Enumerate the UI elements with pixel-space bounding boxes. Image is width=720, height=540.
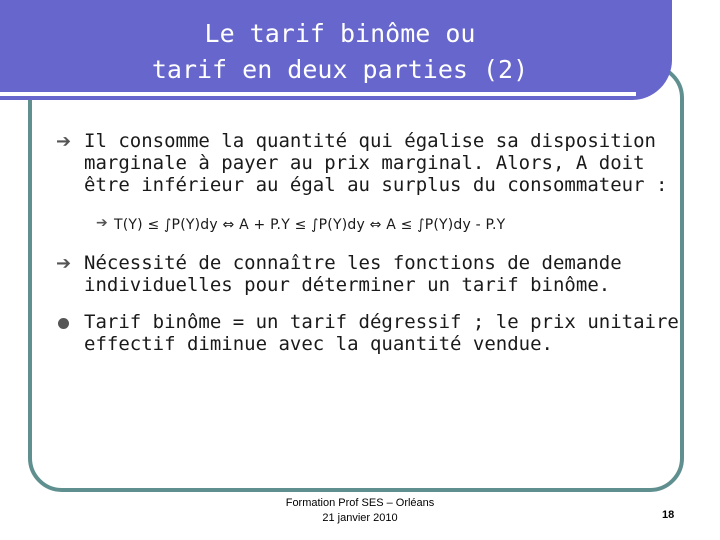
bullet-2-line-2: individuelles pour déterminer un tarif binôme. — [84, 274, 611, 296]
bullet-3-line-1: Tarif binôme = un tarif dégressif ; le prix unitaire — [84, 311, 679, 333]
bullet-1-line-3: être inférieur au égal au surplus du consommateur : — [84, 174, 668, 196]
sub-arrow-bullet-icon: ➔ — [96, 215, 108, 231]
title-underline — [0, 92, 636, 96]
arrow-bullet-icon: ➔ — [56, 253, 72, 274]
page-number: 18 — [662, 509, 675, 521]
bullet-2-text — [84, 252, 622, 296]
formula: T(Y) ≤ ∫P(Y)dy ⇔ A + P.Y ≤ ∫P(Y)dy ⇔ A ≤ ∫P(Y)dy - P.Y — [114, 217, 506, 233]
footer-line-1: Formation Prof SES – Orléans — [285, 497, 435, 509]
arrow-bullet-icon: ➔ — [56, 131, 72, 152]
footer-line-2: 21 janvier 2010 — [322, 512, 398, 524]
round-bullet-icon — [58, 318, 69, 329]
slide-title-line-2: tarif en deux parties (2) — [151, 55, 529, 84]
bullet-1-text — [84, 130, 667, 196]
bullet-3-text — [84, 311, 679, 355]
footer — [260, 496, 460, 526]
slide-title-line-1: Le tarif binôme ou — [204, 19, 476, 48]
bullet-3-line-2: effectif diminue avec la quantité vendue. — [84, 333, 553, 355]
bullet-1-line-1: Il consomme la quantité qui égalise sa disposition — [84, 130, 656, 152]
slide-title — [40, 16, 640, 88]
title-banner — [0, 0, 672, 100]
bullet-1-line-2: marginale à payer au prix marginal. Alors, A doit — [84, 152, 645, 174]
bullet-2-line-1: Nécessité de connaître les fonctions de demande — [84, 252, 622, 274]
